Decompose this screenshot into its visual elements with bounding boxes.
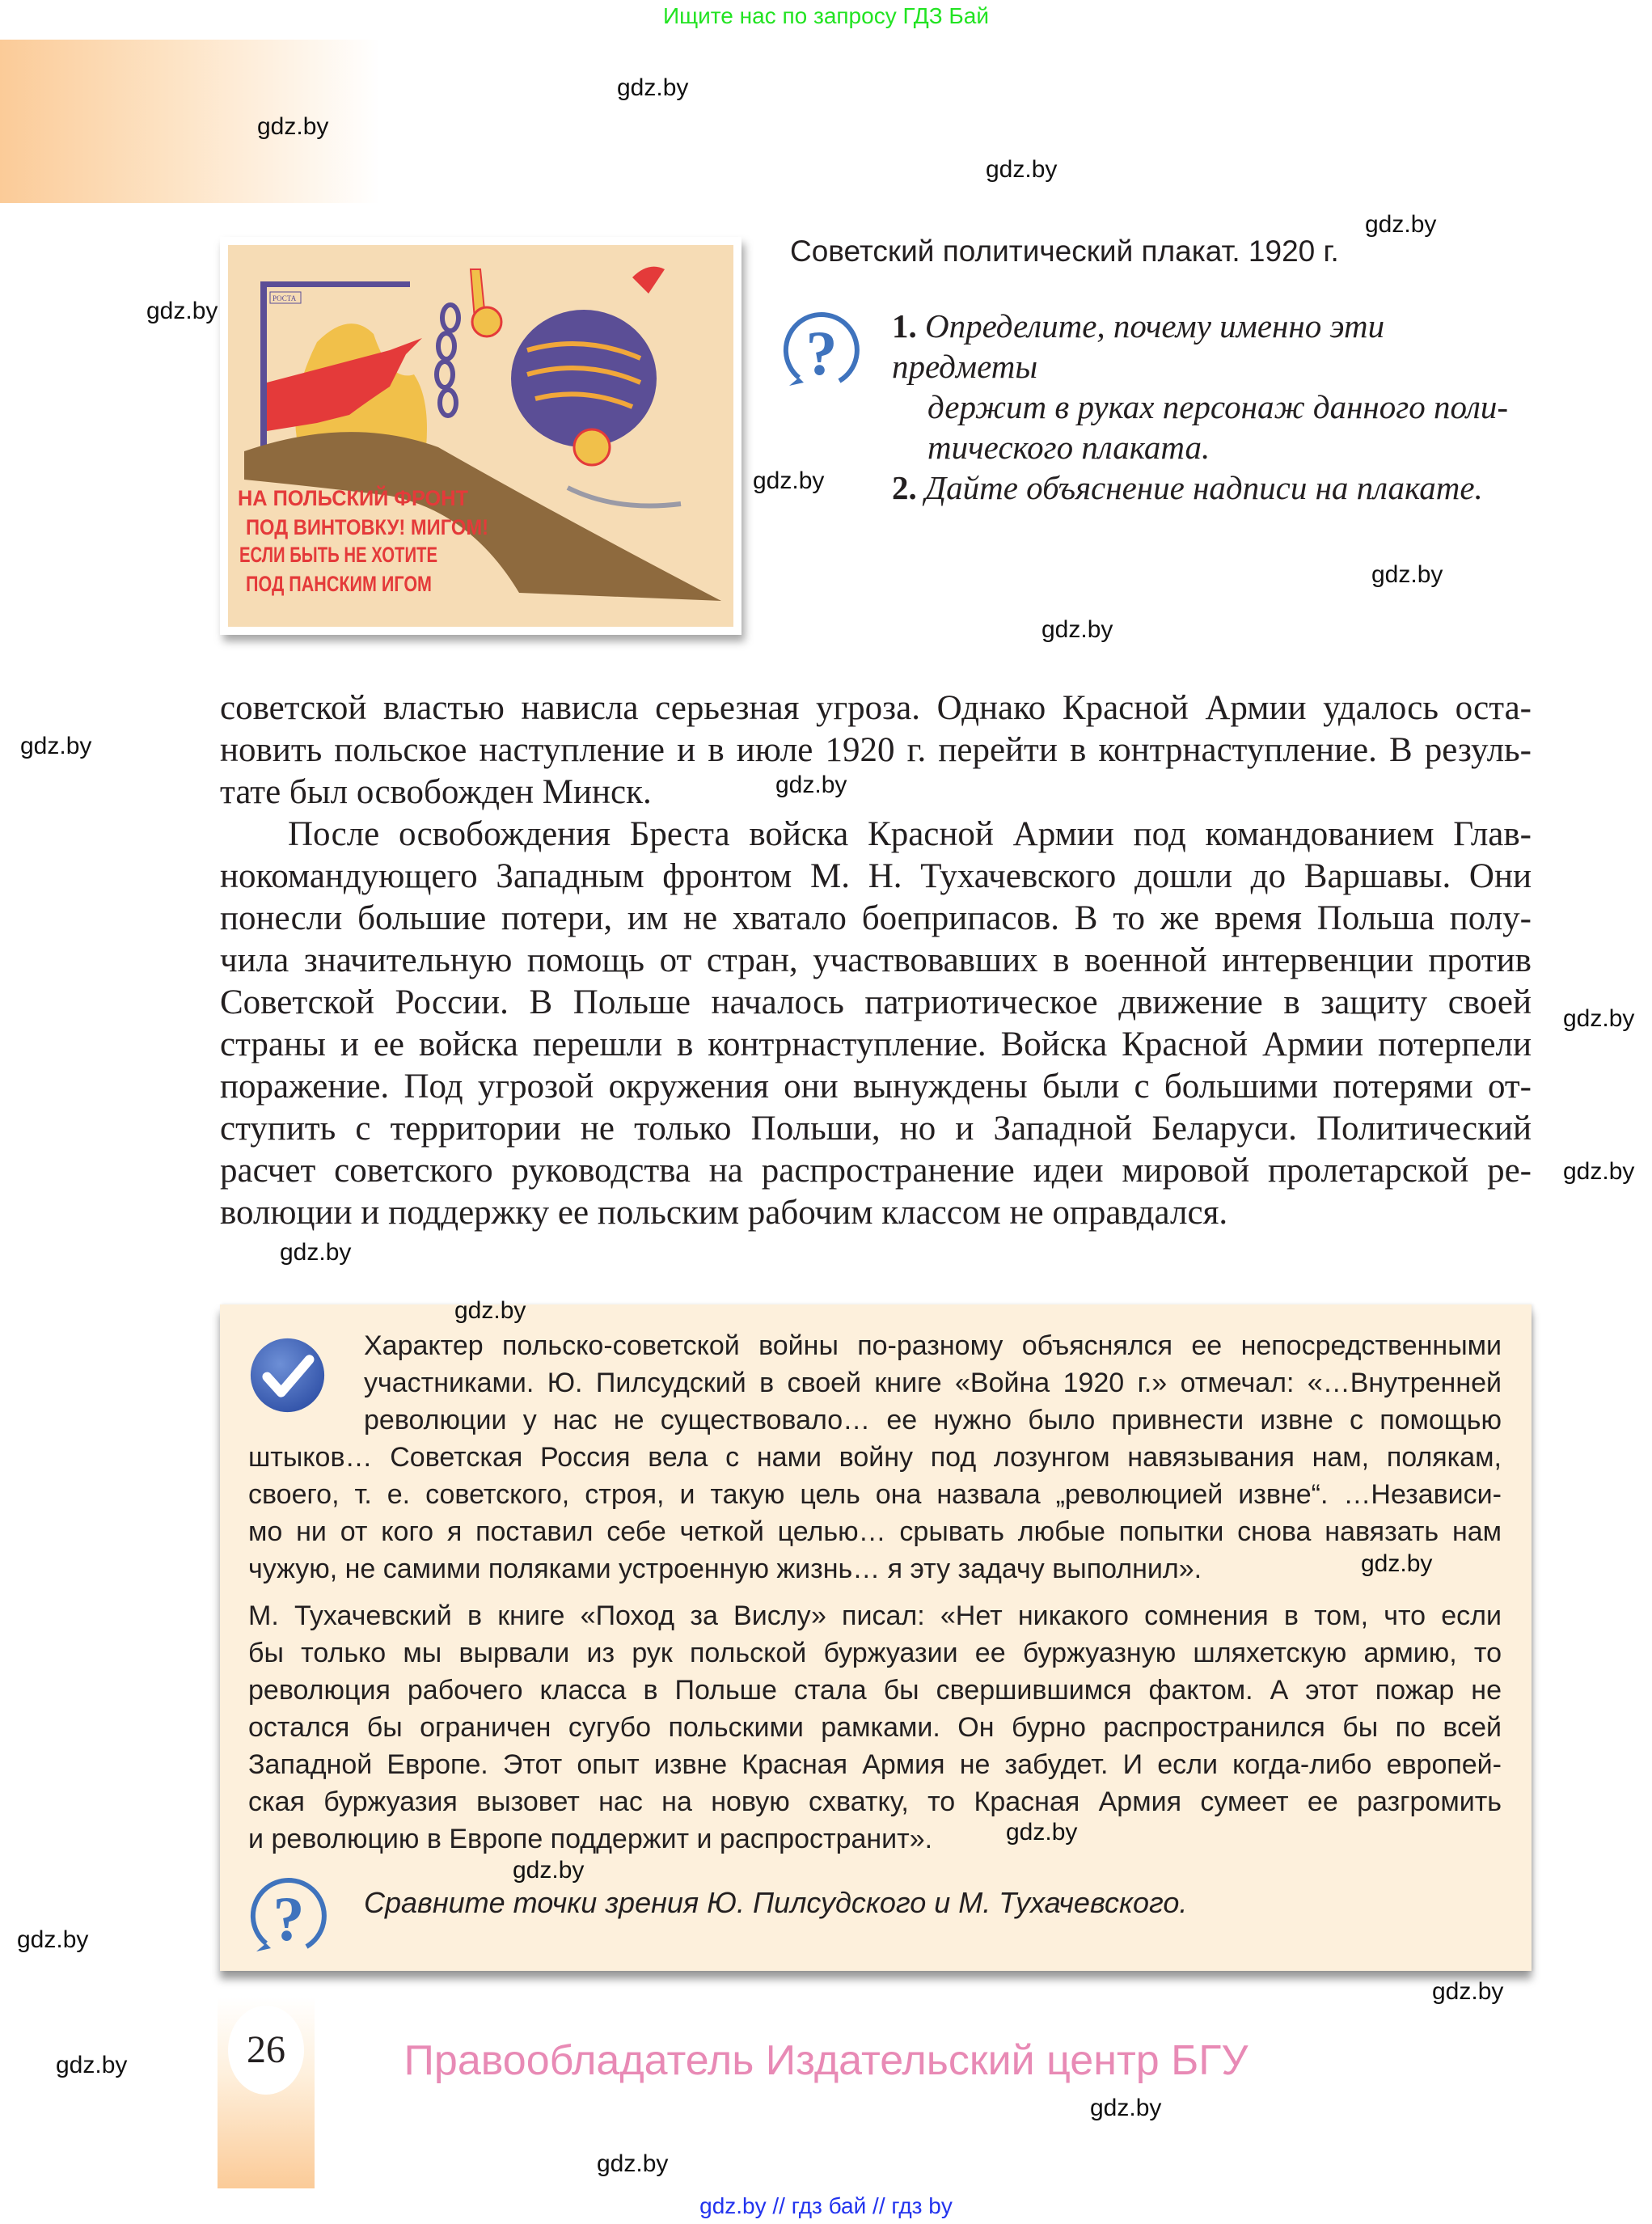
question-item	[892, 467, 1535, 508]
watermark: gdz.by	[1090, 2095, 1162, 2121]
text-line: и революцию в Европе поддержит и распространит».	[248, 1824, 933, 1854]
text-line: бы только мы вырвали из рук польской буржуазии ее буржуазную шляхетскую армию, то	[248, 1638, 1502, 1668]
watermark: gdz.by	[20, 733, 92, 759]
watermark: gdz.by	[454, 1297, 526, 1324]
pilsudski-quote	[248, 1327, 1502, 1588]
watermark: gdz.by	[775, 772, 847, 798]
watermark: gdz.by	[1365, 211, 1437, 238]
question-number: 1.	[892, 307, 917, 345]
poster-image	[220, 237, 741, 635]
poster-slogan-line: НА ПОЛЬСКИЙ ФРОНТ	[238, 486, 484, 510]
box-question: Сравните точки зрения Ю. Пилсудского и М. Тухачевского.	[364, 1886, 1188, 1919]
poster-publisher-mark: РОСТА	[273, 294, 297, 302]
text-line: понесли большие потери, им не хватало боеприпасов. В то же время Польша полу-	[220, 899, 1532, 937]
watermark: gdz.by	[17, 1926, 89, 1953]
question-text: Определите, почему именно эти предметы	[892, 307, 1385, 385]
watermark: gdz.by	[56, 2052, 128, 2078]
text-line: революции у нас не существовало… ее нужно было привнести извне с помощью	[364, 1405, 1502, 1435]
text-line: Характер польско-советской войны по-разному объяснялся ее непосредственными	[364, 1330, 1502, 1361]
watermark: gdz.by	[597, 2150, 669, 2177]
text-line: Советской России. В Польше началось патриотическое движение в защиту своей	[220, 983, 1532, 1021]
poster-illustration	[228, 245, 733, 627]
text-line: поражение. Под угрозой окружения они вынуждены были с большими потерями от-	[220, 1068, 1532, 1106]
text-line: волюции и поддержку ее польским рабочим классом не оправдался.	[220, 1194, 1228, 1232]
watermark: gdz.by	[257, 113, 329, 140]
body-text	[220, 687, 1532, 1234]
text-line: остался бы ограничен сугубо польскими рамками. Он бурно распространился бы по всей	[248, 1712, 1502, 1743]
question-text: Дайте объяснение надписи на плакате.	[925, 469, 1483, 506]
watermark: gdz.by	[753, 467, 825, 494]
text-line: революция рабочего класса в Польше стала бы свершившимся фактом. А этот пожар не	[248, 1675, 1502, 1706]
watermark: gdz.by	[1361, 1550, 1433, 1577]
tukhachevsky-quote	[248, 1597, 1502, 1858]
text-line: своего, т. е. советского, строя, и такую цель она назвала „революцией извне“. …Независи-	[248, 1479, 1502, 1510]
text-line: советской властью нависла серьезная угроза. Однако Красной Армии удалось оста-	[220, 689, 1532, 727]
text-line: страны и ее войска перешли в контрнаступление. Войска Красной Армии потерпели	[220, 1025, 1532, 1063]
watermark: gdz.by	[1371, 561, 1443, 588]
text-line: расчет советского руководства на распространение идеи мировой пролетарской ре-	[220, 1152, 1532, 1190]
text-line: чила значительную помощь от стран, участвовавших в военной интервенции против	[220, 941, 1532, 979]
question-text: держит в руках персонаж данного поли-	[927, 388, 1509, 425]
text-line: Западной Европе. Этот опыт извне Красная Армия не забудет. И если когда-либо европей-	[248, 1749, 1502, 1780]
text-line: участниками. Ю. Пилсудский в своей книге «Война 1920 г.» отмечал: «…Внутренней	[364, 1368, 1502, 1398]
watermark: gdz.by	[1563, 1158, 1635, 1185]
text-line: нокомандующего Западным фронтом М. Н. Тухачевского дошли до Варшавы. Они	[220, 857, 1532, 895]
bottom-links[interactable]: gdz.by // гдз бай // гдз by	[699, 2193, 953, 2218]
svg-text:?: ?	[805, 318, 838, 388]
text-line: М. Тухачевский в книге «Поход за Вислу» писал: «Нет никакого сомнения в том, что если	[248, 1600, 1502, 1631]
question-icon	[248, 1875, 329, 1956]
text-line: ская буржуазия вызовет нас на новую схватку, то Красная Армия сумеет ее разгромить	[248, 1786, 1502, 1817]
watermark: gdz.by	[1041, 616, 1113, 643]
poster-slogan-line: ПОД ВИНТОВКУ! МИГОМ!	[246, 515, 488, 539]
watermark: gdz.by	[1006, 1819, 1078, 1846]
question-item	[892, 306, 1535, 467]
question-icon	[781, 310, 862, 391]
text-line: штыков… Советская Россия вела с нами войну под лозунгом навязывания нам, полякам,	[248, 1442, 1502, 1473]
text-line: После освобождения Бреста войска Красной Армии под командованием Глав-	[288, 815, 1532, 853]
question-text: тического плаката.	[927, 429, 1210, 466]
svg-text:?: ?	[273, 1884, 305, 1954]
watermark: gdz.by	[1563, 1005, 1635, 1032]
text-line: мо ни от кого я поставил себе четкой целью… срывать любые попытки снова навязать нам	[248, 1516, 1502, 1547]
poster-slogan-line: ЕСЛИ БЫТЬ НЕ ХОТИТЕ	[239, 543, 437, 567]
text-line: новить польское наступление и в июле 1920 г. перейти в контрнаступление. В резуль-	[220, 731, 1532, 769]
question-list	[892, 306, 1535, 508]
watermark: gdz.by	[986, 156, 1058, 183]
watermark: gdz.by	[513, 1857, 585, 1884]
poster-caption: Советский политический плакат. 1920 г.	[790, 235, 1339, 268]
poster-slogan-line: ПОД ПАНСКИМ ИГОМ	[246, 572, 432, 596]
question-number: 2.	[892, 469, 917, 506]
watermark: gdz.by	[617, 74, 689, 101]
watermark: gdz.by	[280, 1239, 352, 1266]
text-line: тате был освобожден Минск.	[220, 773, 652, 811]
watermark: gdz.by	[146, 298, 218, 324]
watermark: gdz.by	[1432, 1978, 1504, 2005]
top-search-banner[interactable]: Ищите нас по запросу ГДЗ Бай	[662, 3, 990, 28]
page-number: 26	[228, 2006, 304, 2095]
text-line: ступить с территории не только Польши, но и Западной Беларуси. Политический	[220, 1110, 1532, 1148]
rights-holder: Правообладатель Издательский центр БГУ	[403, 2037, 1249, 2084]
text-line: чужую, не самими поляками устроенную жизнь… я эту задачу выполнил».	[248, 1554, 1202, 1584]
